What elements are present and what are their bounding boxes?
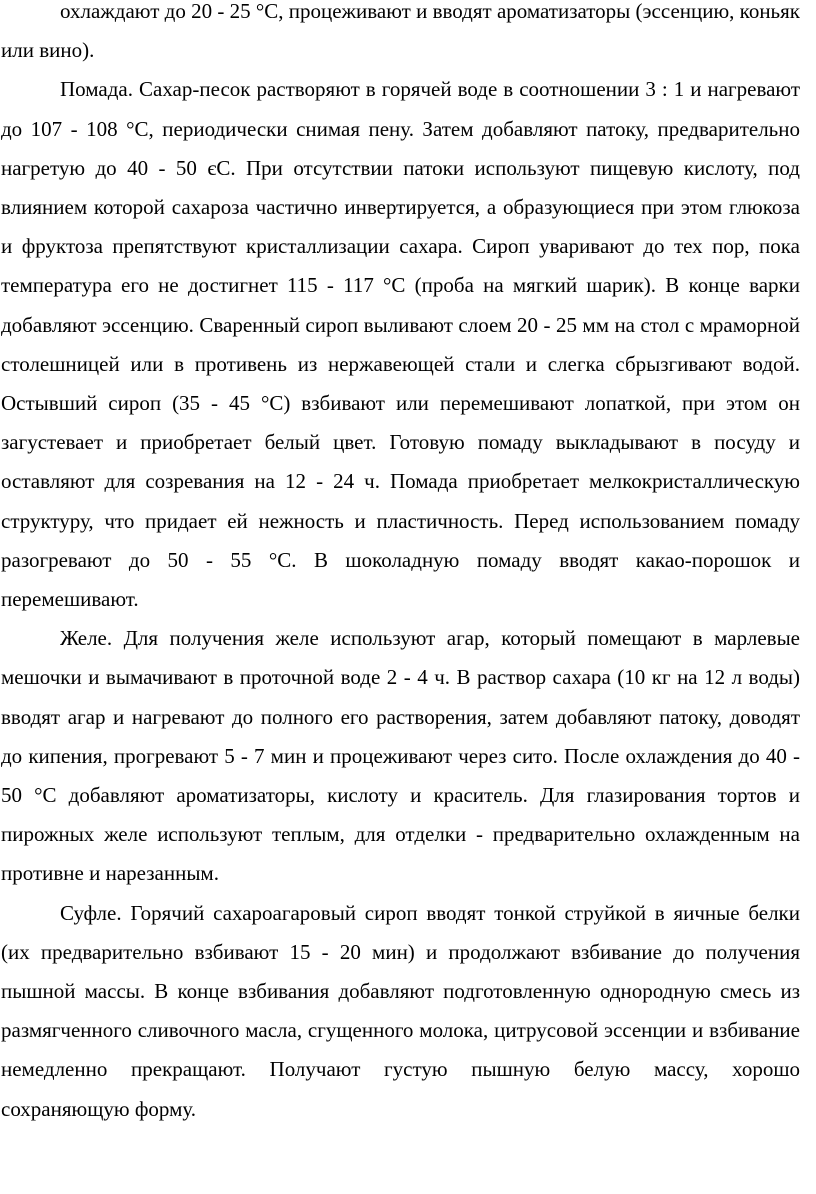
paragraph-pomada: Помада. Сахар-песок растворяют в горячей воде в соотношении 3 : 1 и нагревают до 107 - 108 °С, периодически снимая пену. Затем добавляют патоку, предварительно нагретую до 40 - 50 єС. При отсутствии патоки используют пищевую кислоту, под влиянием которой сахароза частично инвертируется, а образующиеся при этом глюкоза и фруктоза препятствуют кристаллизации сахара. Сироп уваривают до тех пор, пока температура его не достигнет 115 - 117 °С (проба на мягкий шарик). В конце варки добавляют эссенцию. Сваренный сироп выливают слоем 20 - 25 мм на стол с мраморной столешницей или в противень из нержавеющей стали и слегка сбрызгивают водой. Остывший сироп (35 - 45 °С) взбивают или перемешивают лопаткой, при этом он загустевает и приобретает белый цвет. Готовую помаду выкладывают в посуду и оставляют для созревания на 12 - 24 ч. Помада приобретает мелкокристаллическую структуру, что придает ей нежность и пластичность. Перед использованием помаду разогревают до 50 - 55 °С. В шоколадную помаду вводят какао-порошок и перемешивают.: [1, 77, 800, 612]
paragraph-continuation: охлаждают до 20 - 25 °С, процеживают и вводят ароматизаторы (эссенцию, коньяк или вино).: [1, 0, 800, 63]
paragraph-sufle: Суфле. Горячий сахароагаровый сироп вводят тонкой струйкой в яичные белки (их предварительно взбивают 15 - 20 мин) и продолжают взбивание до получения пышной массы. В конце взбивания добавляют подготовленную однородную смесь из размягченного сливочного масла, сгущенного молока, цитрусовой эссенции и взбивание немедленно прекращают. Получают густую пышную белую массу, хорошо сохраняющую форму.: [1, 900, 800, 1121]
paragraph-zhele: Желе. Для получения желе используют агар, который помещают в марлевые мешочки и вымачивают в проточной воде 2 - 4 ч. В раствор сахара (10 кг на 12 л воды) вводят агар и нагревают до полного его растворения, затем добавляют патоку, доводят до кипения, прогревают 5 - 7 мин и процеживают через сито. После охлаждения до 40 - 50 °С добавляют ароматизаторы, кислоту и краситель. Для глазирования тортов и пирожных желе используют теплым, для отделки - предварительно охлажденным на противне и нарезанным.: [1, 626, 800, 886]
